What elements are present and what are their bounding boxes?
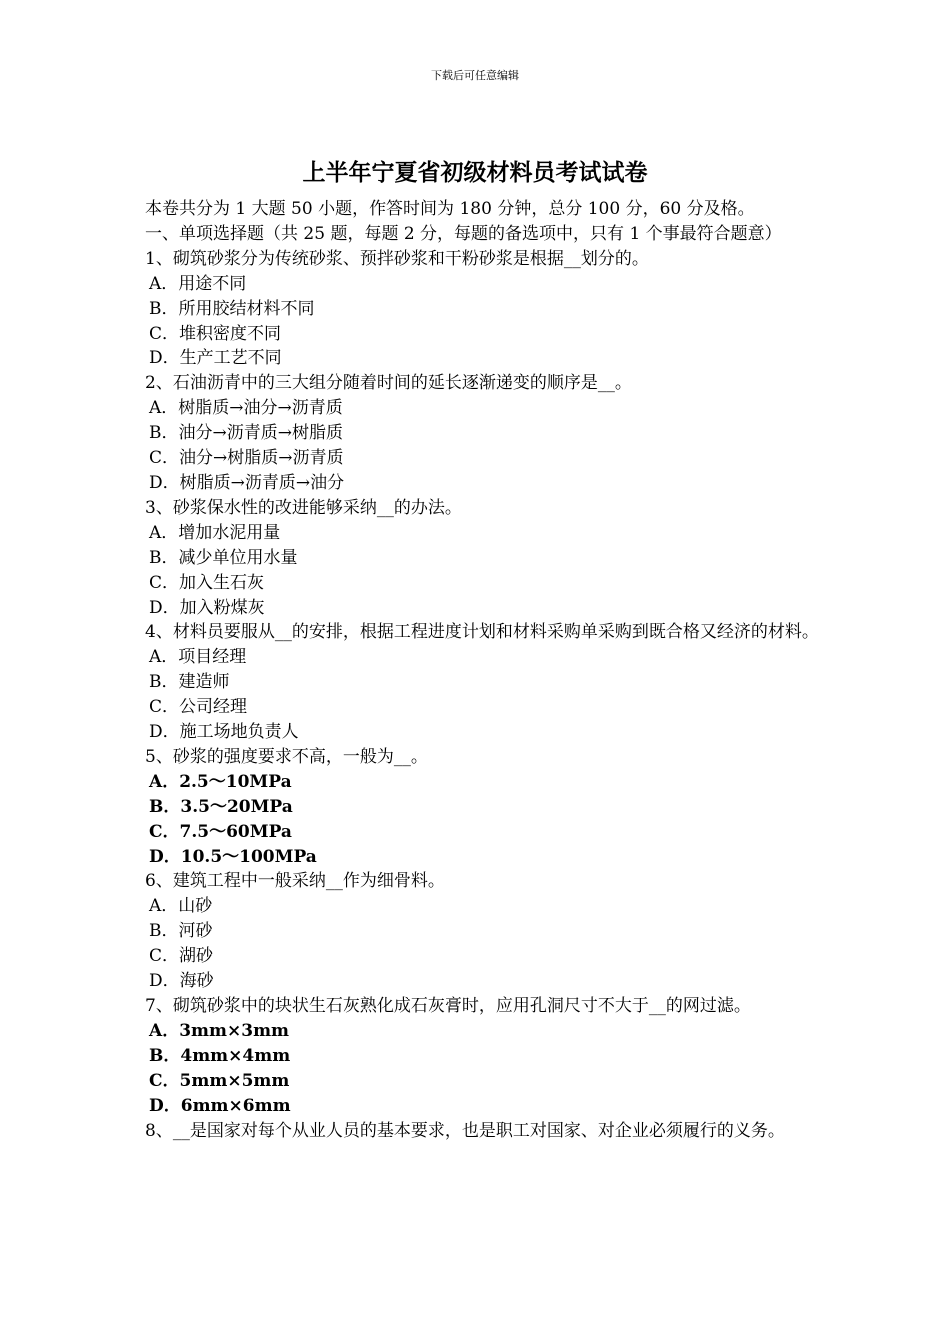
question-stem: 1、砌筑砂浆分为传统砂浆、预拌砂浆和干粉砂浆是根据__划分的。 — [145, 248, 649, 269]
document-title: 上半年宁夏省初级材料员考试试卷 — [302, 159, 648, 186]
header-note: 下载后可任意编辑 — [431, 69, 519, 82]
option-d: D．10.5～100MPa — [149, 846, 317, 867]
option-d: D．海砂 — [149, 971, 214, 992]
option-c: C．堆积密度不同 — [149, 323, 282, 344]
exam-intro: 本卷共分为 1 大题 50 小题，作答时间为 180 分钟，总分 100 分，60 分及格。 — [145, 199, 755, 219]
option-d: D．加入粉煤灰 — [149, 597, 265, 618]
option-a: A．2.5～10MPa — [149, 771, 292, 792]
option-d: D．生产工艺不同 — [149, 348, 282, 369]
question-stem: 5、砂浆的强度要求不高，一般为__。 — [145, 746, 428, 767]
option-a: A．山砂 — [149, 896, 213, 917]
question-stem: 4、材料员要服从__的安排，根据工程进度计划和材料采购单采购到既合格又经济的材料。 — [145, 622, 819, 643]
question-stem: 2、石油沥青中的三大组分随着时间的延长逐渐递变的顺序是__。 — [145, 373, 632, 394]
option-a: A．增加水泥用量 — [149, 522, 281, 543]
option-c: C．5mm×5mm — [149, 1070, 290, 1091]
question-5 — [145, 745, 825, 870]
option-b: B．4mm×4mm — [149, 1045, 291, 1066]
document-body — [145, 197, 825, 1143]
option-a: A．3mm×3mm — [149, 1020, 290, 1041]
option-c: C．湖砂 — [149, 946, 214, 967]
option-c: C．加入生石灰 — [149, 572, 265, 593]
section-heading: 一、单项选择题（共 25 题，每题 2 分，每题的备选项中，只有 1 个事最符合题意） — [145, 223, 782, 244]
question-1 — [145, 247, 825, 372]
question-stem: 6、建筑工程中一般采纳__作为细骨料。 — [145, 871, 445, 892]
question-8 — [145, 1119, 825, 1144]
option-d: D．6mm×6mm — [149, 1095, 291, 1116]
option-a: A．树脂质→油分→沥青质 — [149, 398, 343, 419]
question-6 — [145, 869, 825, 994]
question-3 — [145, 496, 825, 621]
option-b: B．减少单位用水量 — [149, 547, 298, 568]
option-a: A．用途不同 — [149, 273, 247, 294]
question-2 — [145, 371, 825, 496]
question-stem: 3、砂浆保水性的改进能够采纳__的办法。 — [145, 497, 462, 518]
question-7 — [145, 994, 825, 1119]
option-b: B．河砂 — [149, 921, 213, 942]
question-stem: 7、砌筑砂浆中的块状生石灰熟化成石灰膏时，应用孔洞尺寸不大于__的网过滤。 — [145, 996, 751, 1016]
option-b: B．建造师 — [149, 672, 230, 693]
option-d: D．树脂质→沥青质→油分 — [149, 472, 345, 493]
option-b: B．3.5～20MPa — [149, 796, 293, 817]
option-d: D．施工场地负责人 — [149, 722, 299, 743]
question-4 — [145, 620, 825, 745]
question-stem: 8、__是国家对每个从业人员的基本要求，也是职工对国家、对企业必须履行的义务。 — [145, 1120, 785, 1141]
option-b: B．油分→沥青质→树脂质 — [149, 423, 343, 444]
option-b: B．所用胶结材料不同 — [149, 298, 315, 319]
option-c: C．7.5～60MPa — [149, 821, 292, 842]
option-c: C．油分→树脂质→沥青质 — [149, 448, 344, 469]
option-c: C．公司经理 — [149, 697, 248, 718]
option-a: A．项目经理 — [149, 647, 247, 668]
